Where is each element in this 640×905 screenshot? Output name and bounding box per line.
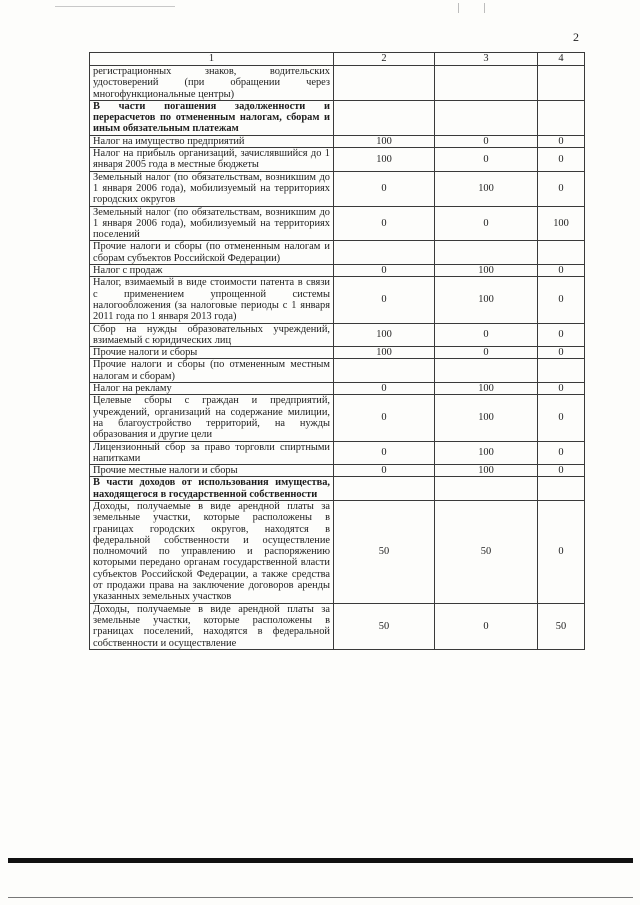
table-row bbox=[90, 383, 585, 395]
table-row bbox=[90, 206, 585, 241]
table-body bbox=[90, 53, 585, 650]
share-cell-col2: 0 bbox=[334, 395, 435, 441]
share-cell-col4: 0 bbox=[538, 465, 585, 477]
table-row bbox=[90, 277, 585, 323]
share-cell-col2: 100 bbox=[334, 347, 435, 359]
share-cell-col3: 100 bbox=[435, 265, 538, 277]
share-cell-col3: 100 bbox=[435, 277, 538, 323]
column-header: 2 bbox=[334, 53, 435, 66]
column-header: 4 bbox=[538, 53, 585, 66]
table-row bbox=[90, 603, 585, 649]
share-cell-col3: 100 bbox=[435, 171, 538, 206]
share-cell-col2: 0 bbox=[334, 171, 435, 206]
share-cell-col2 bbox=[334, 477, 435, 501]
share-cell-col3: 0 bbox=[435, 603, 538, 649]
share-cell-col2: 0 bbox=[334, 441, 435, 465]
section-header-row bbox=[90, 477, 585, 501]
tax-name-cell: Налог на рекламу bbox=[90, 383, 334, 395]
share-cell-col4: 0 bbox=[538, 171, 585, 206]
share-cell-col2: 0 bbox=[334, 465, 435, 477]
share-cell-col3 bbox=[435, 359, 538, 383]
table-header-row bbox=[90, 53, 585, 66]
table-row bbox=[90, 323, 585, 347]
share-cell-col2: 0 bbox=[334, 265, 435, 277]
tax-name-cell: Земельный налог (по обязательствам, возникшим до 1 января 2006 года), мобилизуемый на территориях поселений bbox=[90, 206, 334, 241]
tax-name-cell: В части погашения задолженности и перерасчетов по отмененным налогам, сборам и иным обязательным платежам bbox=[90, 100, 334, 135]
share-cell-col4 bbox=[538, 66, 585, 101]
table-row bbox=[90, 66, 585, 101]
tax-name-cell: Налог на имущество предприятий bbox=[90, 135, 334, 147]
share-cell-col2: 100 bbox=[334, 323, 435, 347]
share-cell-col4: 0 bbox=[538, 383, 585, 395]
share-cell-col3: 100 bbox=[435, 465, 538, 477]
share-cell-col2 bbox=[334, 241, 435, 265]
share-cell-col3 bbox=[435, 241, 538, 265]
share-cell-col2: 50 bbox=[334, 603, 435, 649]
tax-name-cell: Доходы, получаемые в виде арендной платы за земельные участки, которые расположены в границах поселений, находятся в федеральной собственности и осуществление bbox=[90, 603, 334, 649]
table-row bbox=[90, 241, 585, 265]
share-cell-col4 bbox=[538, 100, 585, 135]
scan-bottom-line bbox=[8, 897, 633, 898]
share-cell-col4: 0 bbox=[538, 347, 585, 359]
share-cell-col2: 100 bbox=[334, 135, 435, 147]
share-cell-col4: 0 bbox=[538, 135, 585, 147]
tax-name-cell: Прочие налоги и сборы bbox=[90, 347, 334, 359]
share-cell-col3 bbox=[435, 100, 538, 135]
share-cell-col4: 0 bbox=[538, 277, 585, 323]
tax-name-cell: Земельный налог (по обязательствам, возникшим до 1 января 2006 года), мобилизуемый на территориях городских округов bbox=[90, 171, 334, 206]
share-cell-col2: 100 bbox=[334, 148, 435, 172]
share-cell-col4: 0 bbox=[538, 265, 585, 277]
table-row bbox=[90, 148, 585, 172]
tax-name-cell: Налог, взимаемый в виде стоимости патента в связи с применением упрощенной системы налогообложения (за налоговые периоды с 1 января 2011 года по 1 января 2013 года) bbox=[90, 277, 334, 323]
section-header-row bbox=[90, 100, 585, 135]
tax-name-cell: Налог на прибыль организаций, зачислявшийся до 1 января 2005 года в местные бюджеты bbox=[90, 148, 334, 172]
share-cell-col4: 0 bbox=[538, 500, 585, 603]
page-number: 2 bbox=[573, 30, 579, 44]
scan-artifact-mark bbox=[458, 3, 459, 13]
share-cell-col3: 0 bbox=[435, 206, 538, 241]
share-cell-col4: 50 bbox=[538, 603, 585, 649]
share-cell-col2 bbox=[334, 359, 435, 383]
share-cell-col4: 0 bbox=[538, 323, 585, 347]
share-cell-col2: 50 bbox=[334, 500, 435, 603]
share-cell-col2 bbox=[334, 66, 435, 101]
share-cell-col2: 0 bbox=[334, 277, 435, 323]
share-cell-col3: 100 bbox=[435, 383, 538, 395]
tax-name-cell: Прочие местные налоги и сборы bbox=[90, 465, 334, 477]
scan-bottom-edge bbox=[8, 858, 633, 863]
tax-name-cell: В части доходов от использования имущества, находящегося в государственной собственности bbox=[90, 477, 334, 501]
share-cell-col4 bbox=[538, 359, 585, 383]
share-cell-col3: 0 bbox=[435, 323, 538, 347]
scan-artifact-mark bbox=[484, 3, 485, 13]
tax-name-cell: Прочие налоги и сборы (по отмененным налогам и сборам субъектов Российской Федерации) bbox=[90, 241, 334, 265]
tax-name-cell: Сбор на нужды образовательных учреждений, взимаемый с юридических лиц bbox=[90, 323, 334, 347]
table-row bbox=[90, 135, 585, 147]
share-cell-col3 bbox=[435, 66, 538, 101]
share-cell-col4: 100 bbox=[538, 206, 585, 241]
tax-name-cell: Целевые сборы с граждан и предприятий, учреждений, организаций на содержание милиции, на благоустройство территорий, на нужды образования и другие цели bbox=[90, 395, 334, 441]
table-row bbox=[90, 395, 585, 441]
tax-name-cell: Прочие налоги и сборы (по отмененным местным налогам и сборам) bbox=[90, 359, 334, 383]
share-cell-col2: 0 bbox=[334, 383, 435, 395]
share-cell-col4: 0 bbox=[538, 441, 585, 465]
share-cell-col4 bbox=[538, 241, 585, 265]
share-cell-col2 bbox=[334, 100, 435, 135]
table-row bbox=[90, 465, 585, 477]
share-cell-col3: 100 bbox=[435, 441, 538, 465]
share-cell-col3 bbox=[435, 477, 538, 501]
revenue-distribution-table bbox=[89, 52, 585, 650]
column-header: 1 bbox=[90, 53, 334, 66]
share-cell-col2: 0 bbox=[334, 206, 435, 241]
tax-name-cell: Налог с продаж bbox=[90, 265, 334, 277]
tax-name-cell: Доходы, получаемые в виде арендной платы за земельные участки, которые расположены в границах городских округов, находятся в федеральной собственности и осуществление полномочий по управлению и распоряжению которыми передано органам государственной власти субъектов Российской Федерации, а также средства от продажи права на заключение договоров аренды указанных земельных участков bbox=[90, 500, 334, 603]
table-row bbox=[90, 441, 585, 465]
column-header: 3 bbox=[435, 53, 538, 66]
table-row bbox=[90, 265, 585, 277]
share-cell-col3: 0 bbox=[435, 347, 538, 359]
share-cell-col4: 0 bbox=[538, 148, 585, 172]
tax-name-cell: Лицензионный сбор за право торговли спиртными напитками bbox=[90, 441, 334, 465]
table-row bbox=[90, 500, 585, 603]
share-cell-col3: 100 bbox=[435, 395, 538, 441]
share-cell-col3: 0 bbox=[435, 148, 538, 172]
share-cell-col3: 0 bbox=[435, 135, 538, 147]
table-row bbox=[90, 347, 585, 359]
scan-artifact-line bbox=[55, 6, 175, 7]
share-cell-col4: 0 bbox=[538, 395, 585, 441]
table-row bbox=[90, 171, 585, 206]
share-cell-col3: 50 bbox=[435, 500, 538, 603]
share-cell-col4 bbox=[538, 477, 585, 501]
table-row bbox=[90, 359, 585, 383]
tax-name-cell: регистрационных знаков, водительских удостоверений (при обращении через многофункциональные центры) bbox=[90, 66, 334, 101]
